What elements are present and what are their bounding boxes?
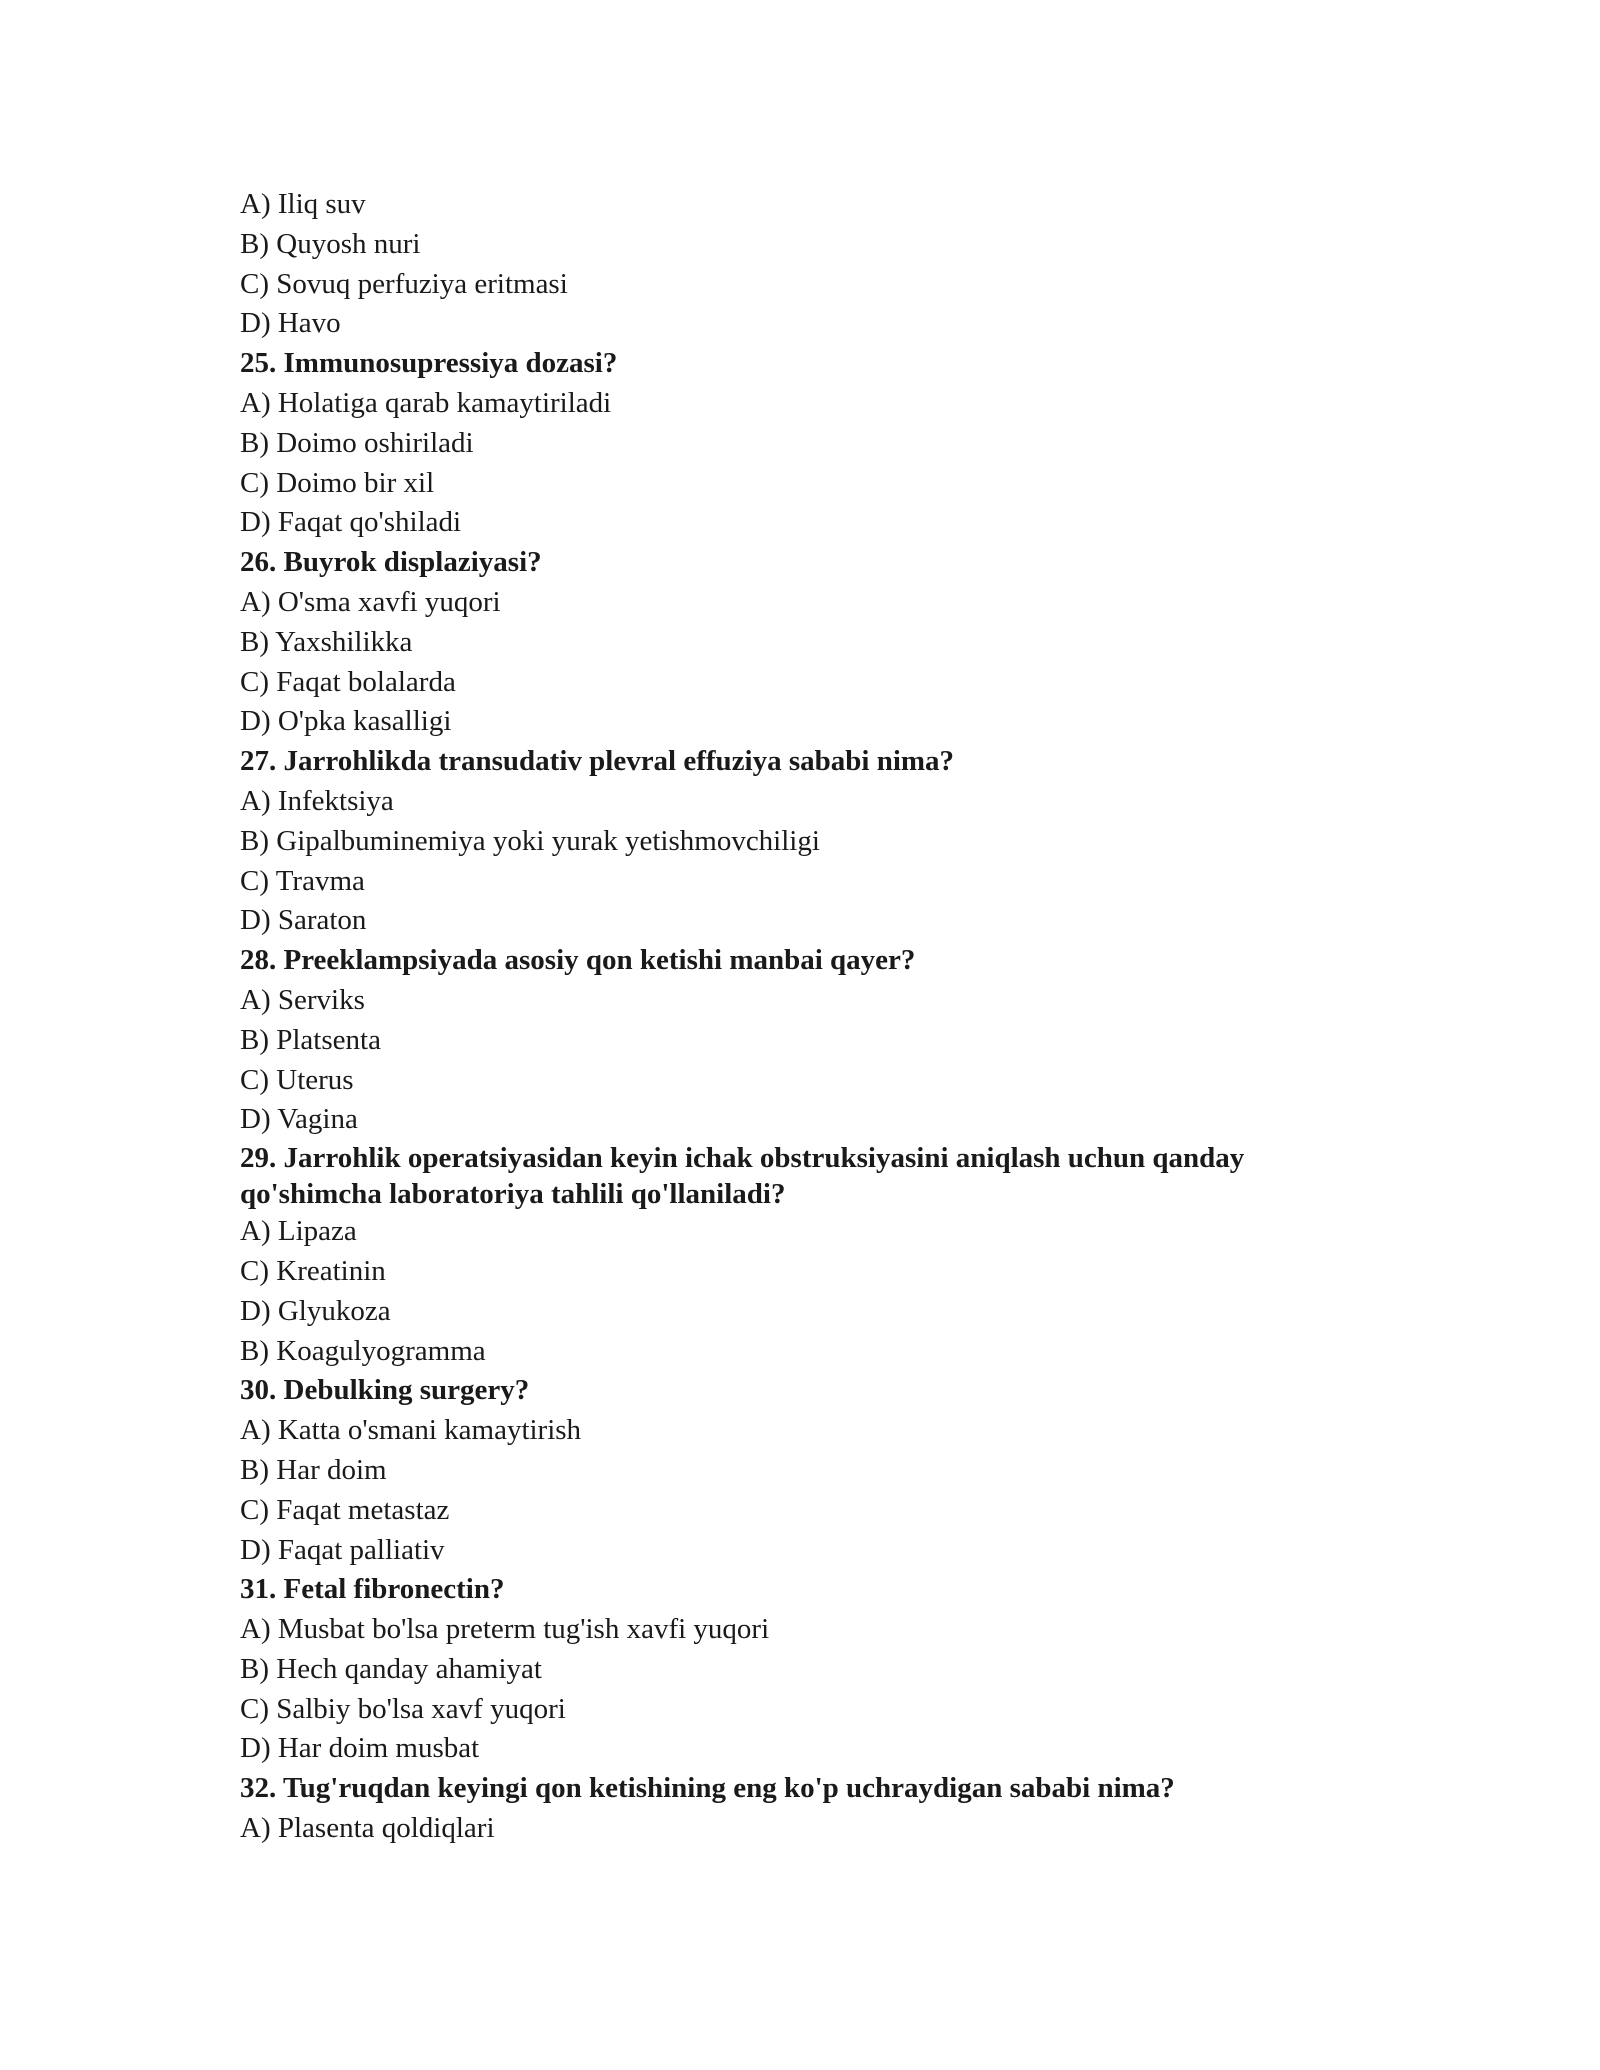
question-heading: 31. Fetal fibronectin? [240, 1573, 505, 1606]
option-text: D) Glyukoza [240, 1294, 391, 1327]
option-text: D) Har doim musbat [240, 1732, 480, 1765]
option-text: B) Hech qanday ahamiyat [240, 1652, 542, 1685]
option-text: B) Yaxshilikka [240, 625, 413, 658]
option-text: B) Koagulyogramma [240, 1334, 486, 1367]
question-heading: 30. Debulking surgery? [240, 1374, 530, 1407]
option-text: B) Quyosh nuri [240, 227, 421, 260]
option-text: D) Faqat palliativ [240, 1533, 445, 1566]
option-text: C) Faqat metastaz [240, 1493, 450, 1526]
option-text: D) Havo [240, 307, 341, 340]
option-text: A) Holatiga qarab kamaytiriladi [240, 386, 612, 419]
option-text: A) Katta o'smani kamaytirish [240, 1414, 582, 1447]
option-text: C) Uterus [240, 1063, 354, 1096]
option-text: A) Musbat bo'lsa preterm tug'ish xavfi yuqori [240, 1613, 770, 1646]
option-text: B) Gipalbuminemiya yoki yurak yetishmovchiligi [240, 824, 820, 857]
option-text: B) Platsenta [240, 1023, 381, 1056]
option-text: C) Salbiy bo'lsa xavf yuqori [240, 1692, 566, 1725]
document-page [240, 185, 1360, 1849]
option-text: D) Faqat qo'shiladi [240, 506, 462, 539]
option-text: A) Serviks [240, 983, 365, 1016]
option-text: C) Travma [240, 864, 365, 897]
question-heading: 27. Jarrohlikda transudativ plevral effuziya sababi nima? [240, 745, 955, 778]
option-text: C) Sovuq perfuziya eritmasi [240, 267, 568, 300]
question-heading: 32. Tug'ruqdan keyingi qon ketishining eng ko'p uchraydigan sababi nima? [240, 1772, 1175, 1805]
option-text: D) Vagina [240, 1103, 358, 1136]
question-heading: 25. Immunosupressiya dozasi? [240, 347, 618, 380]
question-heading: 29. Jarrohlik operatsiyasidan keyin ichak obstruksiyasini aniqlash uchun qanday qo'shimcha laboratoriya tahlili qo'llaniladi? [240, 1142, 1245, 1211]
question-heading: 26. Buyrok displaziyasi? [240, 546, 542, 579]
option-text: D) O'pka kasalligi [240, 705, 452, 738]
option-text: A) Infektsiya [240, 784, 394, 817]
option-text: C) Kreatinin [240, 1254, 386, 1287]
question-heading: 28. Preeklampsiyada asosiy qon ketishi manbai qayer? [240, 944, 916, 977]
option-text: A) Plasenta qoldiqlari [240, 1812, 495, 1845]
option-text: B) Har doim [240, 1453, 387, 1486]
option-text: C) Doimo bir xil [240, 466, 435, 499]
option-text: A) Iliq suv [240, 188, 366, 220]
option-text: A) Lipaza [240, 1215, 357, 1248]
option-text: A) O'sma xavfi yuqori [240, 585, 501, 618]
option-text: D) Saraton [240, 904, 367, 937]
option-text: C) Faqat bolalarda [240, 665, 456, 698]
option-text: B) Doimo oshiriladi [240, 426, 474, 459]
